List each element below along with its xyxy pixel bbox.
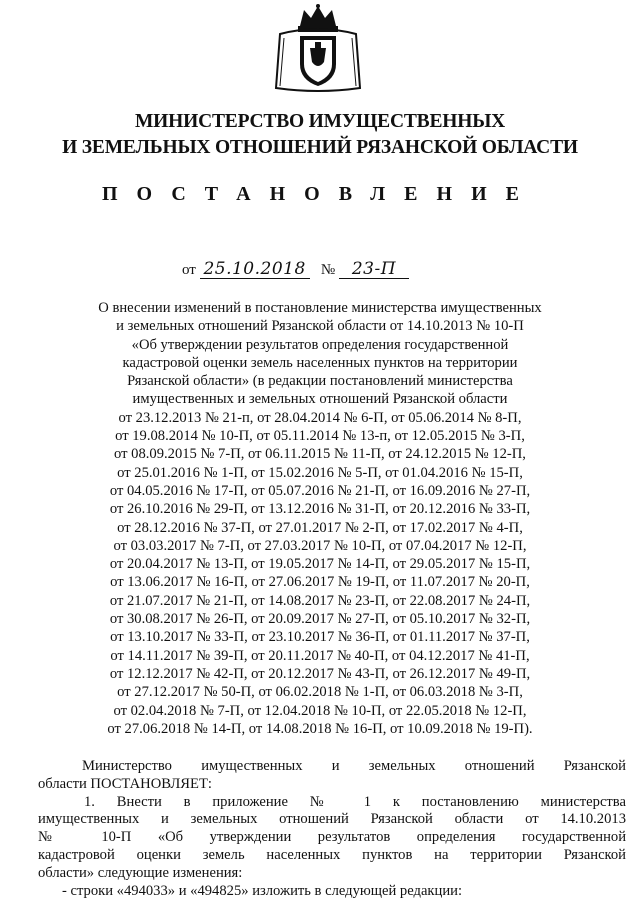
subject-line: от 19.08.2014 № 10-П, от 05.11.2014 № 13-п, от 12.05.2015 № 3-П, (115, 428, 525, 445)
subject-line: и земельных отношений Рязанской области от 14.10.2013 № 10-П (116, 318, 524, 335)
body-paragraph-line: области» следующие изменения: (38, 864, 243, 881)
handwritten-number: 23-П (339, 260, 409, 279)
body-text (38, 758, 626, 900)
coat-of-arms-emblem (270, 4, 366, 94)
body-paragraph-line: кадастровой оценки земель населенных пунктов на территории Рязанской (38, 846, 626, 863)
from-label: от (182, 262, 196, 278)
subject-line: от 25.01.2016 № 1-П, от 15.02.2016 № 5-П, от 01.04.2016 № 15-П, (117, 464, 523, 481)
subject-line: от 13.10.2017 № 33-П, от 23.10.2017 № 36-П, от 01.11.2017 № 37-П, (110, 629, 530, 646)
number-label: № (320, 262, 336, 278)
handwritten-date: 25.10.2018 (200, 260, 310, 279)
subject-line: от 04.05.2016 № 17-П, от 05.07.2016 № 21-П, от 16.09.2016 № 27-П, (109, 482, 531, 499)
subject-line: от 02.04.2018 № 7-П, от 12.04.2018 № 10-П, от 22.05.2018 № 12-П, (113, 702, 527, 719)
body-paragraph-line: области ПОСТАНОВЛЯЕТ: (38, 775, 212, 792)
body-paragraph-line: 1. Внести в приложение № 1 к постановлению министерства (84, 793, 626, 810)
subject-line: от 23.12.2013 № 21-п, от 28.04.2014 № 6-П, от 05.06.2014 № 8-П, (118, 409, 522, 426)
subject-line: от 03.03.2017 № 7-П, от 27.03.2017 № 10-П, от 07.04.2017 № 12-П, (113, 537, 527, 554)
subject-line: от 08.09.2015 № 7-П, от 06.11.2015 № 11-П, от 24.12.2015 № 12-П, (114, 446, 526, 463)
subject-line: Рязанской области» (в редакции постановлений министерства (127, 373, 513, 390)
subject-line: от 20.04.2017 № 13-П, от 19.05.2017 № 14-П, от 29.05.2017 № 15-П, (109, 556, 531, 573)
dateline (182, 259, 482, 281)
subject-line: от 26.10.2016 № 29-П, от 13.12.2016 № 31-П, от 20.12.2016 № 33-П, (109, 501, 531, 518)
body-paragraph-line: Министерство имущественных и земельных отношений Рязанской (82, 758, 626, 774)
body-paragraph-line: - строки «494033» и «494825» изложить в следующей редакции: (62, 882, 462, 899)
subject-block (40, 299, 600, 738)
subject-line: от 28.12.2016 № 37-П, от 27.01.2017 № 2-П, от 17.02.2017 № 4-П, (117, 519, 523, 536)
body-paragraph-line: имущественных и земельных отношений Рязанской области от 14.10.2013 (38, 811, 626, 828)
ministry-name-line2: И ЗЕМЕЛЬНЫХ ОТНОШЕНИЙ РЯЗАНСКОЙ ОБЛАСТИ (62, 137, 578, 158)
subject-line: от 30.08.2017 № 26-П, от 20.09.2017 № 27-П, от 05.10.2017 № 32-П, (109, 611, 531, 628)
subject-line: от 21.07.2017 № 21-П, от 14.08.2017 № 23-П, от 22.08.2017 № 24-П, (109, 592, 531, 609)
subject-line: от 13.06.2017 № 16-П, от 27.06.2017 № 19-П, от 11.07.2017 № 20-П, (110, 574, 530, 591)
crown-icon (298, 4, 338, 32)
body-paragraph-line: № 10-П «Об утверждении результатов определения государственной (38, 829, 626, 846)
ministry-name-line1: МИНИСТЕРСТВО ИМУЩЕСТВЕННЫХ (134, 111, 506, 132)
subject-line: от 27.12.2017 № 50-П, от 06.02.2018 № 1-П, от 06.03.2018 № 3-П, (117, 684, 523, 701)
subject-line: имущественных и земельных отношений Рязанской области (132, 391, 508, 408)
subject-line: «Об утверждении результатов определения государственной (131, 336, 509, 353)
subject-line: кадастровой оценки земель населенных пунктов на территории (122, 354, 518, 371)
subject-line: от 27.06.2018 № 14-П, от 14.08.2018 № 16-П, от 10.09.2018 № 19-П). (107, 720, 533, 737)
subject-line: О внесении изменений в постановление министерства имущественных (98, 300, 542, 316)
subject-line: от 14.11.2017 № 39-П, от 20.11.2017 № 40-П, от 04.12.2017 № 41-П, (110, 647, 530, 664)
subject-line: от 12.12.2017 № 42-П, от 20.12.2017 № 43-П, от 26.12.2017 № 49-П, (109, 665, 531, 682)
document-type-title: ПОСТАНОВЛЕНИЕ (102, 183, 538, 205)
